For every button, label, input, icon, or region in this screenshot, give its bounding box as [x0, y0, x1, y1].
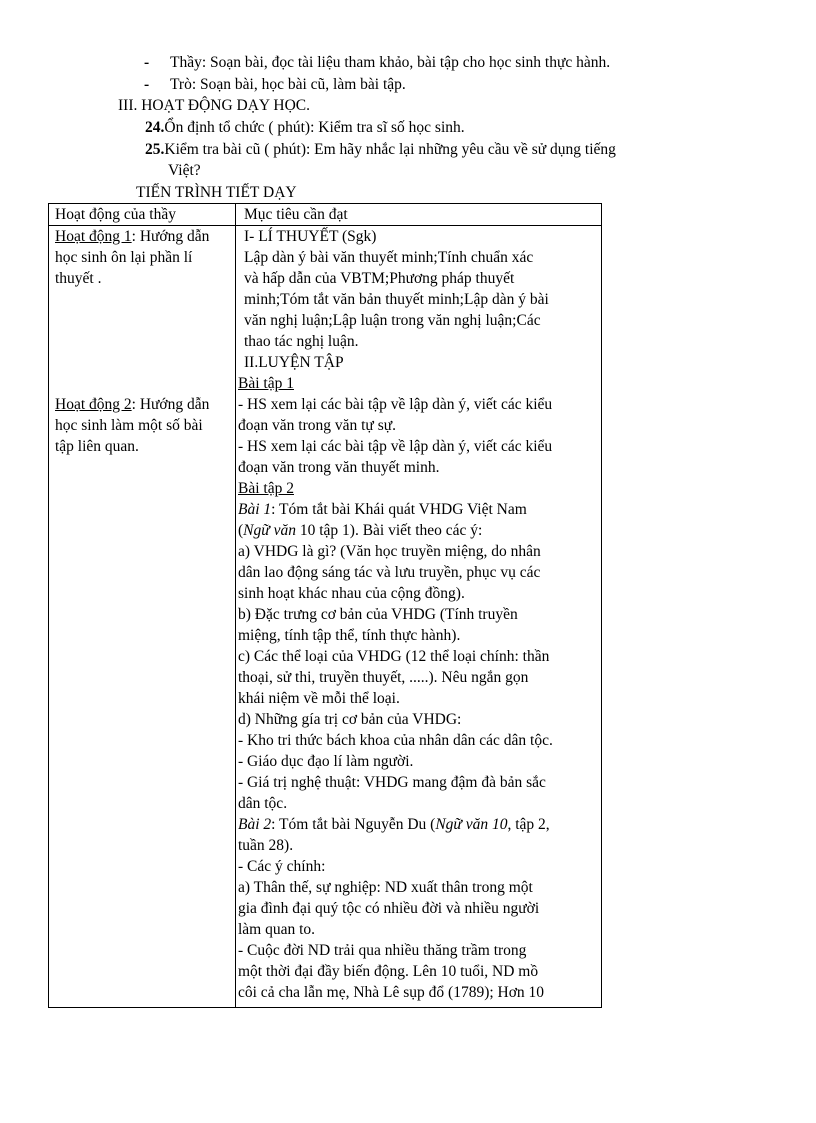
book-title: Ngữ văn 10 [435, 816, 508, 833]
bai-1-text: : Tóm tắt bài Khái quát VHDG Việt Nam [271, 501, 527, 518]
bai-2-label: Bài 2 [238, 816, 272, 833]
exercise-2-line: a) Thân thế, sự nghiệp: ND xuất thân trong một [238, 879, 533, 896]
activity-1 [55, 226, 235, 247]
bai-1-label: Bài 1 [238, 501, 272, 518]
exercise-2-line: - Giá trị nghệ thuật: VHDG mang đậm đà bản sắc [238, 774, 546, 791]
practice-title: II.LUYỆN TẬP [244, 354, 344, 371]
bai-1-line-2 [238, 520, 597, 541]
exercise-2-line: d) Những gía trị cơ bản của VHDG: [238, 711, 462, 728]
step-25-continued: Việt? [168, 162, 201, 179]
bullet: - [144, 76, 150, 93]
step-24 [145, 117, 465, 138]
header-objectives [236, 204, 602, 226]
theory-line: văn nghị luận;Lập luận trong văn nghị luận;Các [244, 312, 541, 329]
section-heading: III. HOẠT ĐỘNG DẠY HỌC. [118, 97, 311, 114]
exercise-1-line: - HS xem lại các bài tập về lập dàn ý, viết các kiểu [238, 396, 553, 413]
bullet: - [144, 54, 150, 71]
activity-1-text: thuyết . [55, 270, 102, 287]
prep-student-line [144, 74, 406, 95]
objectives-cell [236, 226, 602, 1008]
exercise-2-line: c) Các thể loại của VHDG (12 thể loại chính: thần [238, 648, 550, 665]
exercise-2-line: - Giáo dục đạo lí làm người. [238, 753, 414, 770]
bai-2-text: , tập 2, [507, 816, 550, 833]
header-objectives-text: Mục tiêu cần đạt [244, 206, 348, 223]
activity-2-text: : Hướng dẫn [131, 396, 210, 413]
table-header-row [49, 204, 602, 226]
exercise-2-line: sinh hoạt khác nhau của cộng đồng). [238, 585, 465, 602]
prep-teacher-text: Thầy: Soạn bài, đọc tài liệu tham khảo, bài tập cho học sinh thực hành. [170, 54, 611, 71]
exercise-2-line: b) Đặc trưng cơ bản của VHDG (Tính truyền [238, 606, 518, 623]
bai-1-line [238, 499, 597, 520]
book-title: Ngữ văn [243, 522, 296, 539]
exercise-2-line: dân lao động sáng tác và lưu truyền, phục vụ các [238, 564, 541, 581]
exercise-2-line: - Cuộc đời ND trải qua nhiều thăng trầm trong [238, 942, 527, 959]
activity-2-text: học sinh làm một số bài [55, 417, 203, 434]
exercise-2-line: một thời đại đầy biến động. Lên 10 tuổi, ND mồ [238, 963, 539, 980]
activity-2-label: Hoạt động 2 [55, 396, 132, 413]
theory-title: I- LÍ THUYẾT (Sgk) [244, 228, 377, 245]
prep-student-text: Trò: Soạn bài, học bài cũ, làm bài tập. [170, 76, 406, 93]
exercise-2-line: thoại, sử thi, truyền thuyết, .....). Nêu ngắn gọn [238, 669, 529, 686]
step-number: 25. [145, 141, 165, 158]
step-25 [145, 139, 616, 160]
activity-1-text: : Hướng dẫn [131, 228, 210, 245]
bai-1-text: 10 tập 1). Bài viết theo các ý: [295, 522, 483, 539]
theory-line: minh;Tóm tắt văn bản thuyết minh;Lập dàn ý bài [244, 291, 549, 308]
exercise-2-line: miệng, tính tập thể, tính thực hành). [238, 627, 461, 644]
exercise-1-line: đoạn văn trong văn tự sự. [238, 417, 396, 434]
exercise-2-line: a) VHDG là gì? (Văn học truyền miệng, do nhân [238, 543, 541, 560]
theory-line: và hấp dẫn của VBTM;Phương pháp thuyết [244, 270, 515, 287]
theory-line: Lập dàn ý bài văn thuyết minh;Tính chuẩn xác [244, 249, 534, 266]
step-number: 24. [145, 119, 165, 136]
header-teacher-activity: Hoạt động của thầy [49, 204, 236, 226]
bai-2-text: : Tóm tắt bài Nguyễn Du ( [271, 816, 436, 833]
progress-title: TIẾN TRÌNH TIẾT DẠY [136, 184, 297, 201]
bai-2-line-2: tuần 28). [238, 837, 294, 854]
exercise-2-line: - Các ý chính: [238, 858, 326, 875]
paren: ( [238, 522, 244, 539]
lesson-table [48, 203, 602, 1008]
prep-teacher-line [144, 52, 610, 73]
exercise-2-line: - Kho tri thức bách khoa của nhân dân các dân tộc. [238, 732, 553, 749]
exercise-1-title: Bài tập 1 [238, 375, 294, 392]
activity-2-text: tập liên quan. [55, 438, 139, 455]
exercise-2-line: côi cả cha lẫn mẹ, Nhà Lê sụp đổ (1789); Hơn 10 [238, 984, 545, 1001]
activity-1-label: Hoạt động 1 [55, 228, 132, 245]
exercise-2-line: dân tộc. [238, 795, 288, 812]
theory-line: thao tác nghị luận. [244, 333, 359, 350]
activity-2 [55, 394, 235, 415]
exercise-2-line: gia đình đại quý tộc có nhiều đời và nhiều người [238, 900, 540, 917]
exercise-1-line: đoạn văn trong văn thuyết minh. [238, 459, 440, 476]
exercise-2-line: khái niệm về mỗi thể loại. [238, 690, 400, 707]
bai-2-line [238, 814, 597, 835]
exercise-2-title: Bài tập 2 [238, 480, 294, 497]
exercise-2-line: làm quan to. [238, 921, 316, 938]
activity-1-text: học sinh ôn lại phần lí [55, 249, 193, 266]
exercise-1-line: - HS xem lại các bài tập về lập dàn ý, viết các kiểu [238, 438, 553, 455]
teacher-activities-cell [49, 226, 236, 1008]
step-text: Ổn định tổ chức ( phút): Kiểm tra sĩ số học sinh. [164, 119, 465, 136]
table-body-row [49, 226, 602, 1008]
step-text: Kiểm tra bài cũ ( phút): Em hãy nhắc lại những yêu cầu về sử dụng tiếng [164, 141, 616, 158]
